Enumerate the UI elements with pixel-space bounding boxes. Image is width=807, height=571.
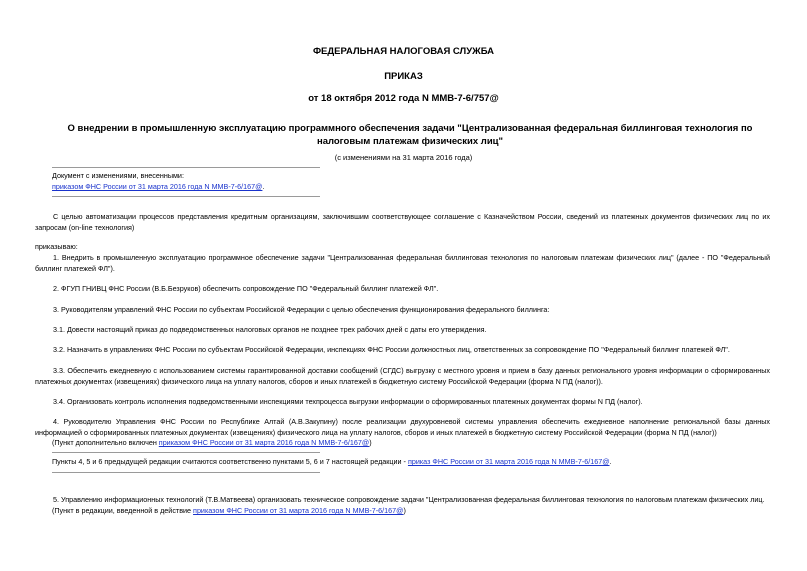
p4-note-link[interactable]: приказом ФНС России от 31 марта 2016 года N ММВ-7-6/167@ [158, 438, 370, 447]
paragraph-2: 2. ФГУП ГНИВЦ ФНС России (В.Б.Безруков) обеспечить сопровождение ПО "Федеральный биллинг платежей ФЛ". [53, 284, 439, 293]
paragraph-4: 4. Руководителю Управления ФНС России по Республике Алтай (А.В.Закупину) после реализации двухуровневой системы управления обеспечить ежедневное наполнение региональной базы данных информацией о сформированных платежных документах (извещениях) физического лица на уплату налогов, сборов и иных платежей в бюджетную систему Российской Федерации (форма N ПД (налог)) [35, 417, 770, 437]
changes-amendment-link[interactable]: приказом ФНС России от 31 марта 2016 года N ММВ-7-6/167@ [52, 182, 263, 191]
paragraph-3-2: 3.2. Назначить в управлениях ФНС России по субъектам Российской Федерации, инспекциях ФНС России должностных лиц, ответственных за сопровождение ПО "Федеральный биллинг платежей ФЛ". [53, 345, 730, 354]
intro-paragraph: С целью автоматизации процессов представления кредитным организациям, заключившим соответствующее соглашение с Казначейством России, сведений из платежных документов физических лиц по их запросам (on-line технология) [35, 212, 770, 232]
agency-heading: ФЕДЕРАЛЬНАЯ НАЛОГОВАЯ СЛУЖБА [312, 46, 495, 57]
changes-bottom-rule [52, 196, 320, 197]
renum-prefix: Пункты 4, 5 и 6 предыдущей редакции считаются соответственно пунктами 5, 6 и 7 настоящей редакции - [52, 457, 408, 466]
paragraph-5: 5. Управлению информационных технологий (Т.В.Матвеева) организовать техническое сопровождение задачи "Централизованная федеральная биллинговая технология по налоговым платежам физических лиц. [53, 495, 765, 504]
doc-type-heading: ПРИКАЗ [384, 71, 423, 82]
document-title: О внедрении в промышленную эксплуатацию программного обеспечения задачи "Централизованная федеральная биллинговая технология по налоговым платежам физических лиц" [67, 123, 753, 147]
paragraph-3: 3. Руководителям управлений ФНС России по субъектам Российской Федерации с целью обеспечения функционирования федерального биллинга: [53, 305, 550, 314]
p5-note-prefix: (Пункт в редакции, введенной в действие [52, 506, 194, 515]
renum-suffix: . [609, 457, 612, 466]
p4-note-suffix: ) [369, 438, 372, 447]
changes-label: Документ с изменениями, внесенными: [52, 171, 184, 180]
doc-date-number: от 18 октября 2012 года N ММВ-7-6/757@ [308, 93, 499, 104]
renumbering-note [52, 456, 770, 467]
paragraph-3-1: 3.1. Довести настоящий приказ до подведомственных налоговых органов не позднее трех рабочих дней с даты его утверждения. [53, 325, 487, 334]
paragraph-4-note [52, 437, 770, 448]
paragraph-3-4: 3.4. Организовать контроль исполнения подведомственными инспекциями техпроцесса выгрузки информации о сформированных платежных документах формы N ПД (налог). [53, 397, 643, 406]
paragraph-3-3: 3.3. Обеспечить ежедневную с использованием системы гарантированной доставки сообщений (СГДС) выгрузку с местного уровня и прием в базу данных регионального уровня информации о сформированных платежных документах (извещениях) физического лица на уплату налогов, сборов и иных платежей в бюджетную систему Российской Федерации (форма N ПД (налог)). [35, 366, 770, 386]
paragraph-5-note [52, 505, 770, 516]
renum-bottom-rule [52, 472, 320, 473]
p5-note-suffix: ) [403, 506, 406, 515]
changes-top-rule [52, 167, 320, 168]
amended-note: (с изменениями на 31 марта 2016 года) [334, 153, 473, 162]
renum-link[interactable]: приказ ФНС России от 31 марта 2016 года N ММВ-7-6/167@ [407, 457, 610, 466]
renum-top-rule [52, 452, 320, 453]
paragraph-1: 1. Внедрить в промышленную эксплуатацию программное обеспечение задачи "Централизованная федеральная биллинговая технология по налоговым платежам физических лиц" (далее - ПО "Федеральный биллинг платежей ФЛ"). [35, 253, 770, 273]
p4-note-prefix: (Пункт дополнительно включен [52, 438, 159, 447]
p5-note-link[interactable]: приказом ФНС России от 31 марта 2016 года N ММВ-7-6/167@ [193, 506, 404, 515]
changes-link-suffix: . [262, 182, 265, 191]
changes-link-line [52, 181, 264, 192]
order-word: приказываю: [35, 242, 78, 251]
